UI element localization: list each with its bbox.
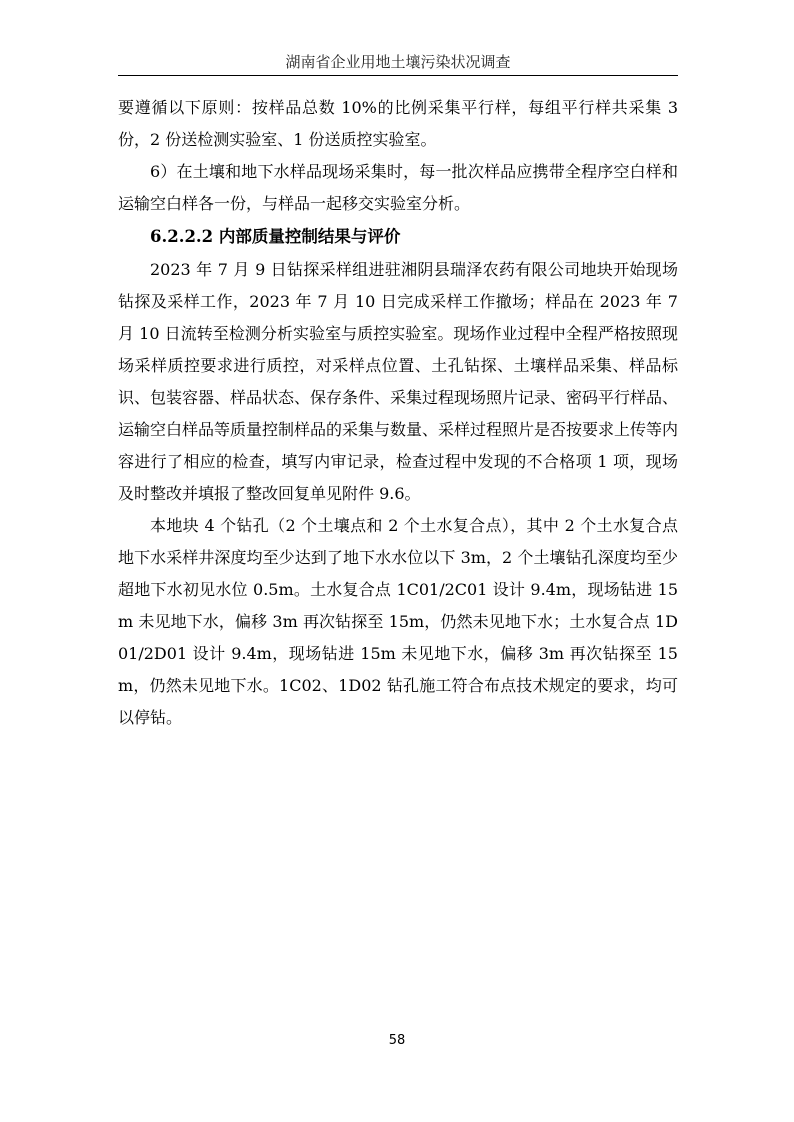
section-heading: 6.2.2.2 内部质量控制结果与评价 <box>150 227 401 246</box>
paragraph-qc-results: 2023 年 7 月 9 日钻探采样组进驻湘阴县瑞泽农药有限公司地块开始现场钻探及采样工作，2023 年 7 月 10 日完成采样工作撤场；样品在 2023 年 7 月 10 日流转至检测分析实验室与质控实验室。现场作业过程中全程严格按照现场采样质控要求进行质控，对采样点位置、土孔钻探、土壤样品采集、样品标识、包装容器、样品状态、保存条件、采集过程现场照片记录、密码平行样品、运输空白样品等质量控制样品的采集与数量、采样过程照片是否按要求上传等内容进行了相应的检查，填写内审记录，检查过程中发现的不合格项 1 项，现场及时整改并填报了整改回复单见附件 9.6。 <box>118 260 679 503</box>
document-body <box>118 92 678 734</box>
page-header: 湖南省企业用地土壤污染状况调查 <box>118 52 678 76</box>
paragraph-sampling-principle: 要遵循以下原则：按样品总数 10%的比例采集平行样，每组平行样共采集 3 份，2 份送检测实验室、1 份送质控实验室。 <box>118 98 678 149</box>
paragraph-borehole-details: 本地块 4 个钻孔（2 个土壤点和 2 个土水复合点），其中 2 个土水复合点地下水采样井深度均至少达到了地下水水位以下 3m，2 个土壤钻孔深度均至少超地下水初见水位 0.5m。土水复合点 1C01/2C01 设计 9.4m，现场钻进 15m 未见地下水，偏移 3m 再次钻探至 15m，仍然未见地下水；土水复合点 1D01/2D01 设计 9.4m，现场钻进 15m 未见地下水，偏移 3m 再次钻探至 15m，仍然未见地下水。1C02、1D02 钻孔施工符合布点技术规定的要求，均可以停钻。 <box>118 516 678 727</box>
page-number: 58 <box>388 1033 406 1048</box>
paragraph-blank-samples: 6）在土壤和地下水样品现场采集时，每一批次样品应携带全程序空白样和运输空白样各一份，与样品一起移交实验室分析。 <box>118 162 678 213</box>
